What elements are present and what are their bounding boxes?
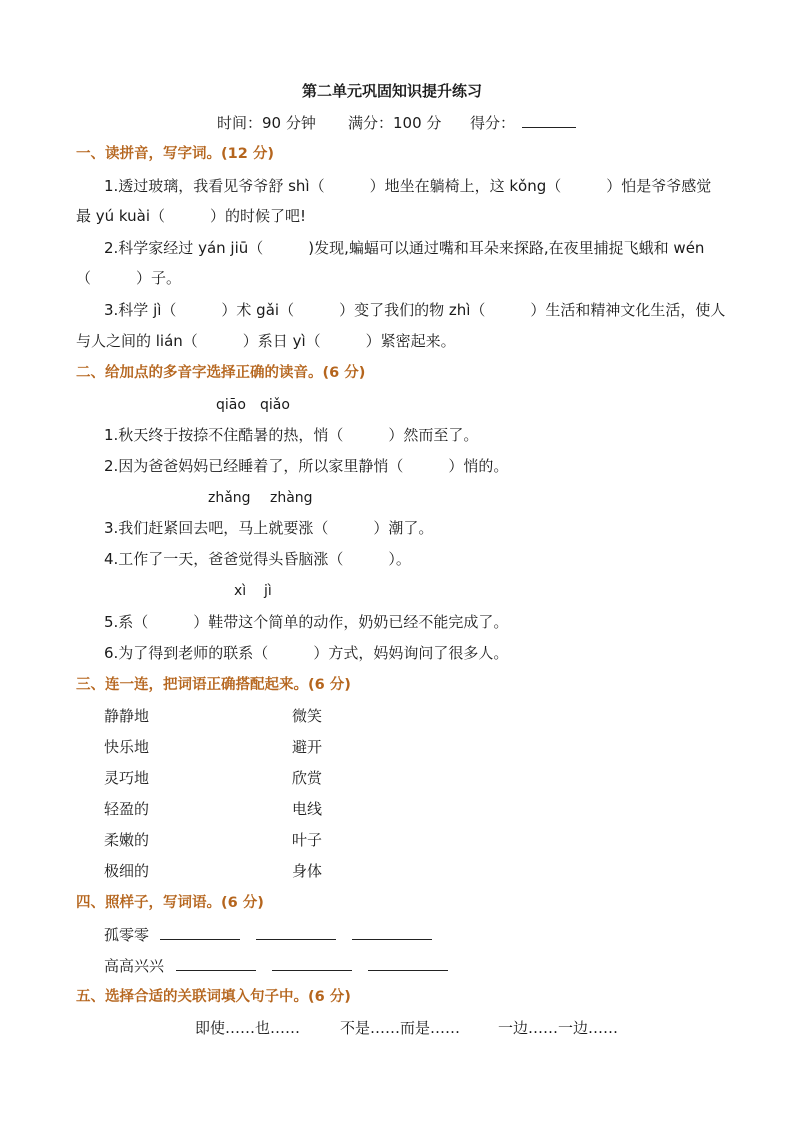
match-right-item[interactable]: 身体: [292, 862, 323, 880]
s2-question-1: 1.秋天终于按捺不住酷暑的热，悄（ ）然而至了。: [104, 426, 479, 444]
match-left-item[interactable]: 静静地: [104, 707, 150, 725]
section-1-heading: 一、读拼音，写字词。(12 分): [76, 146, 274, 162]
example-word-2: 高高兴兴: [104, 957, 165, 975]
answer-blank[interactable]: [176, 956, 256, 976]
match-right-item[interactable]: 电线: [292, 800, 323, 818]
s1-line-1: 1.透过玻璃，我看见爷爷舒 shì（ ）地坐在躺椅上，这 kǒng（ ）怕是爷爷感觉: [104, 177, 712, 195]
section-4-heading: 四、照样子，写词语。(6 分): [76, 895, 264, 911]
match-left-item[interactable]: 柔嫩的: [104, 831, 150, 849]
match-left-item[interactable]: 轻盈的: [104, 800, 150, 818]
pinyin-option-1b: qiǎo: [260, 397, 290, 413]
pinyin-option-3b: jì: [264, 583, 272, 599]
s1-line-5: 3.科学 jì（ ）术 gǎi（ ）变了我们的物 zhì（ ）生活和精神文化生活，使人: [104, 301, 726, 319]
s1-line-2: 最 yú kuài（ ）的时候了吧!: [76, 207, 307, 225]
answer-blank[interactable]: [368, 956, 448, 976]
s2-question-3: 3.我们赶紧回去吧，马上就要涨（ ）潮了。: [104, 519, 434, 537]
section-2-heading: 二、给加点的多音字选择正确的读音。(6 分): [76, 365, 366, 381]
section-3-heading: 三、连一连，把词语正确搭配起来。(6 分): [76, 677, 351, 693]
match-left-item[interactable]: 灵巧地: [104, 769, 150, 787]
s1-line-6: 与人之间的 lián（ ）系日 yì（ ）紧密起来。: [76, 332, 456, 350]
s2-question-5: 5.系（ ）鞋带这个简单的动作，奶奶已经不能完成了。: [104, 613, 509, 631]
pinyin-option-2b: zhàng: [270, 490, 313, 506]
example-word-1: 孤零零: [104, 926, 150, 944]
answer-blank[interactable]: [256, 925, 336, 945]
pinyin-option-1a: qiāo: [216, 397, 246, 413]
match-right-item[interactable]: 微笑: [292, 707, 323, 725]
time-info: 时间：90 分钟: [217, 114, 316, 132]
s2-question-4: 4.工作了一天，爸爸觉得头昏脑涨（ ）。: [104, 550, 411, 568]
section-5-heading: 五、选择合适的关联词填入句子中。(6 分): [76, 989, 351, 1005]
pinyin-option-2a: zhǎng: [208, 490, 251, 506]
match-left-item[interactable]: 极细的: [104, 862, 150, 880]
match-right-item[interactable]: 避开: [292, 738, 323, 756]
s1-line-4: （ ）子。: [76, 269, 182, 287]
match-right-item[interactable]: 叶子: [292, 831, 323, 849]
pinyin-option-3a: xì: [234, 583, 247, 599]
s2-question-6: 6.为了得到老师的联系（ ）方式，妈妈询问了很多人。: [104, 644, 509, 662]
page-title: 第二单元巩固知识提升练习: [302, 82, 483, 100]
answer-blank[interactable]: [160, 925, 240, 945]
answer-blank[interactable]: [352, 925, 432, 945]
answer-blank[interactable]: [272, 956, 352, 976]
conjunction-option-3: 一边……一边……: [498, 1019, 619, 1037]
conjunction-option-2: 不是……而是……: [340, 1019, 461, 1037]
match-left-item[interactable]: 快乐地: [104, 738, 150, 756]
s1-line-3: 2.科学家经过 yán jiū（ )发现,蝙蝠可以通过嘴和耳朵来探路,在夜里捕捉飞蛾和 wén: [104, 239, 705, 257]
full-score-info: 满分：100 分: [348, 114, 442, 132]
match-right-item[interactable]: 欣赏: [292, 769, 323, 787]
score-blank[interactable]: [522, 113, 576, 133]
s2-question-2: 2.因为爸爸妈妈已经睡着了，所以家里静悄（ ）悄的。: [104, 457, 509, 475]
conjunction-option-1: 即使……也……: [195, 1019, 301, 1037]
score-label: 得分：: [470, 114, 516, 132]
